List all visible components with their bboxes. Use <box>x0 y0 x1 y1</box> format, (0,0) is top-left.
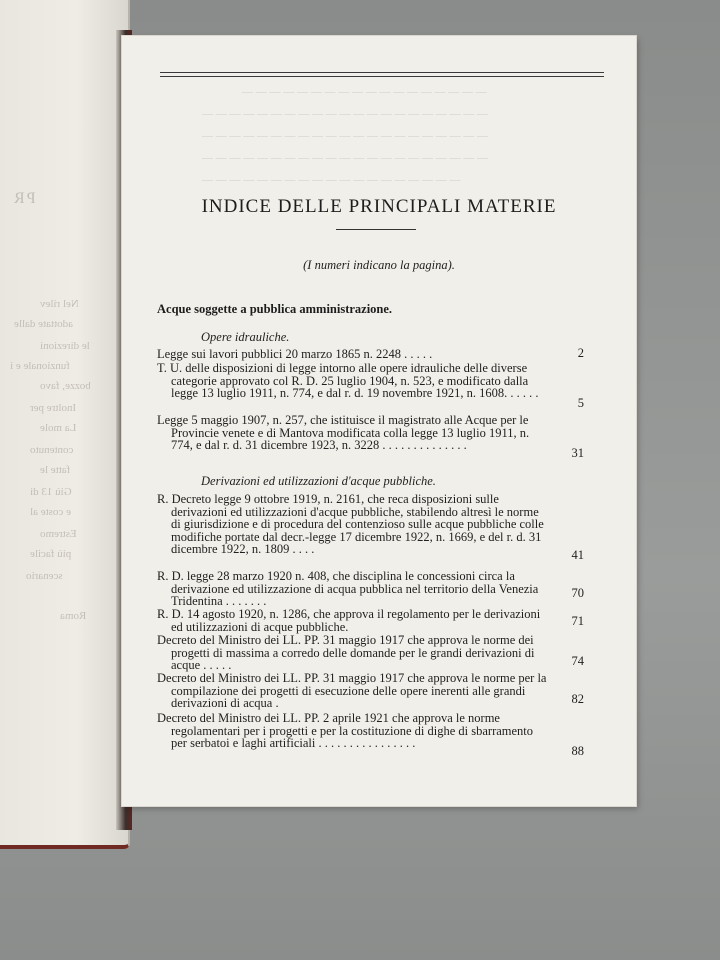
entry-text: Legge 5 maggio 1907, n. 257, che istituisce il magistrato alle Acque per le Provincie venete e di Mantova modificata colla legge 13 luglio 1911, n. 774, e dal r. d. 31 dicembre 1923, n. 3228 . . . . . . . . . . . . . . <box>157 413 530 452</box>
left-page-line: Roma <box>60 610 87 622</box>
index-entry <box>157 672 547 710</box>
section-heading: Acque soggette a pubblica amministrazione. <box>157 302 393 316</box>
entry-page-number: 31 <box>571 446 584 460</box>
left-page-line: funzionale e i <box>10 360 70 372</box>
page-subtitle: (I numeri indicano la pagina). <box>303 258 455 272</box>
left-page-line: bozze, favo <box>40 380 91 392</box>
index-entry <box>157 634 547 672</box>
entry-text: Decreto del Ministro dei LL. PP. 31 maggio 1917 che approva le norme dei progetti di massima a corredo delle domande per le grandi derivazioni di acque . . . . . <box>157 633 535 672</box>
bleed-through: — — — — — — — — — — — — — — — — — — — <box>202 174 461 186</box>
index-entry <box>157 712 547 750</box>
entry-page-number: 71 <box>571 614 584 628</box>
index-page <box>122 36 636 806</box>
header-rule-bottom <box>160 76 604 77</box>
left-page-line: più facile <box>30 548 72 560</box>
left-page-line: fatte le <box>40 464 71 476</box>
index-entry <box>157 608 547 633</box>
bleed-through: — — — — — — — — — — — — — — — — — — — — — <box>202 108 488 120</box>
left-page-line: PR <box>12 190 36 207</box>
page-title: INDICE DELLE PRINCIPALI MATERIE <box>201 196 557 217</box>
entry-page-number: 82 <box>571 692 584 706</box>
left-page <box>0 0 130 849</box>
header-rule-top <box>160 72 604 73</box>
subsection-heading: Derivazioni ed utilizzazioni d'acque pubbliche. <box>201 474 436 488</box>
left-page-line: Giù 13 di <box>30 486 72 498</box>
entry-page-number: 2 <box>577 346 584 360</box>
bleed-through: — — — — — — — — — — — — — — — — — — — — — <box>202 130 488 142</box>
left-page-line: e coste al <box>30 506 71 518</box>
index-entry <box>157 414 547 452</box>
entry-text: R. D. 14 agosto 1920, n. 1286, che approva il regolamento per le derivazioni ed utilizzazioni di acque pubbliche. <box>157 607 541 634</box>
index-entry <box>157 362 547 400</box>
entry-page-number: 70 <box>571 586 584 600</box>
left-page-line: Estremo <box>40 528 77 540</box>
entry-page-number: 5 <box>577 396 584 410</box>
entry-text: Decreto del Ministro dei LL. PP. 2 aprile 1921 che approva le norme regolamentari per i progetti e per la costituzione di dighe di sbarramento per serbatoi e laghi artificiali . . . . . . . . . . . . . . . . <box>157 711 534 750</box>
entry-text: Decreto del Ministro dei LL. PP. 31 maggio 1917 che approva le norme per la compilazione dei progetti di esecuzione delle opere inerenti alle grandi derivazioni di acqua . <box>157 671 547 710</box>
index-entry <box>157 348 547 361</box>
title-underline <box>336 229 416 230</box>
index-entry <box>157 493 547 556</box>
entry-text: T. U. delle disposizioni di legge intorno alle opere idrauliche delle diverse categorie approvato col R. D. 25 luglio 1904, n. 523, e modificato dalla legge 13 luglio 1911, n. 774, e dal r. d. 19 novembre 1921, n. 1608. . . . . . <box>157 361 539 400</box>
left-page-line: adottate dalle <box>14 318 73 330</box>
entry-page-number: 74 <box>571 654 584 668</box>
entry-page-number: 41 <box>571 548 584 562</box>
left-page-line: contenuto <box>30 444 74 456</box>
left-page-line: Nel rilev <box>40 298 79 310</box>
subsection-heading: Opere idrauliche. <box>201 330 290 344</box>
bleed-through: — — — — — — — — — — — — — — — — — — — — — <box>202 152 488 164</box>
entry-text: R. Decreto legge 9 ottobre 1919, n. 2161, che reca disposizioni sulle derivazioni ed utilizzazioni d'acque pubbliche, stabilendo altresì le norme di giurisdizione e di procedura del contenzioso sulle acque pubbliche colle modifiche portate dal decr.-legge 17 dicembre 1922, n. 1669, e del r. d. 31 dicembre 1922, n. 1809 . . . . <box>157 492 544 556</box>
bleed-through: — — — — — — — — — — — — — — — — — — <box>242 86 487 98</box>
left-page-line: Inoltre per <box>30 402 77 414</box>
entry-page-number: 88 <box>571 744 584 758</box>
entry-text: R. D. legge 28 marzo 1920 n. 408, che disciplina le concessioni circa la derivazione ed utilizzazione di acqua pubblica nel territorio della Venezia Tridentina . . . . . . . <box>157 569 539 608</box>
left-page-line: La mole <box>40 422 77 434</box>
entry-text: Legge sui lavori pubblici 20 marzo 1865 n. 2248 . . . . . <box>157 347 433 361</box>
left-page-line: scenario <box>26 570 63 582</box>
index-entry <box>157 570 547 608</box>
left-page-line: le direzioni <box>40 340 90 352</box>
